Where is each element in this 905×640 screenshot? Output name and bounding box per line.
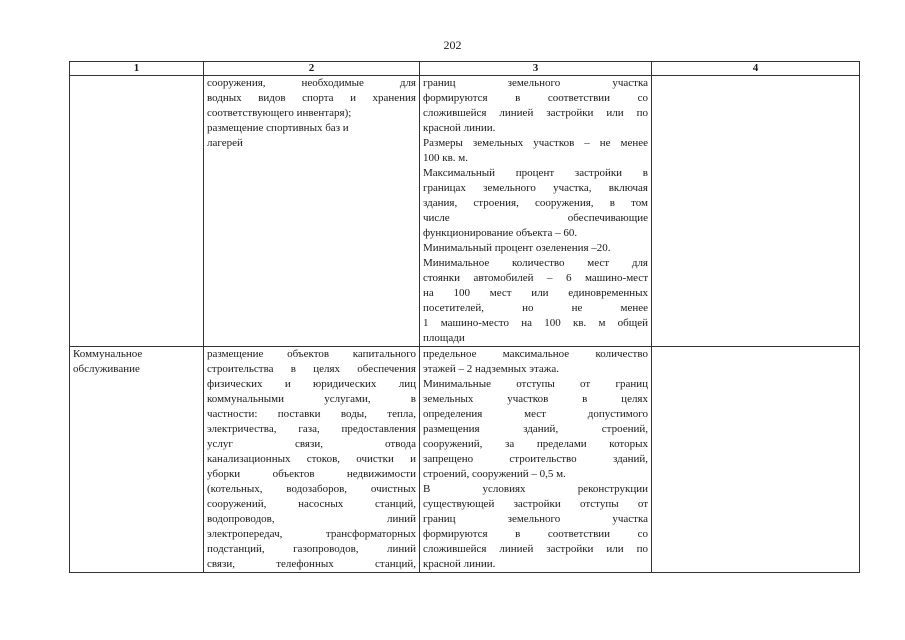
cell-text-line: электричества, газа, предоставления — [207, 423, 416, 435]
cell-text-line: водных видов спорта и хранения — [207, 92, 416, 104]
cell-text-line: Коммунальное — [73, 348, 143, 360]
cell-text-line: числе обеспечивающие — [423, 212, 648, 224]
cell-text-line: земельных участков в целях — [423, 393, 648, 405]
header-col-4: 4 — [652, 62, 860, 76]
cell-text-line: посетителей, но не менее — [423, 302, 648, 314]
cell-text-line: определения мест допустимого — [423, 408, 648, 420]
cell-text-line: электропередач, трансформаторных — [207, 528, 416, 540]
cell-text-line: этажей – 2 надземных этажа. — [423, 363, 560, 375]
cell-text-line: 1 машино-место на 100 кв. м общей — [423, 317, 648, 329]
cell-text-line: услуг связи, отвода — [207, 438, 416, 450]
cell-text-line: границах земельного участка, включая — [423, 182, 648, 194]
cell-parameters — [420, 347, 652, 573]
cell-text-line: запрещено строительство зданий, — [423, 453, 648, 465]
header-col-3: 3 — [420, 62, 652, 76]
cell-text-line: соответствующего инвентаря); — [207, 107, 352, 119]
cell-text-line: связи, телефонных станций, — [207, 558, 416, 570]
cell-text-line: обслуживание — [73, 363, 140, 375]
cell-text-line: Минимальное количество мест для — [423, 257, 648, 269]
table-row — [70, 347, 860, 573]
cell-text-line: В условиях реконструкции — [423, 483, 648, 495]
cell-text-line: сложившейся линией застройки или по — [423, 107, 648, 119]
cell-text-line: Минимальный процент озеленения –20. — [423, 242, 611, 254]
cell-text-line: сооружений, насосных станций, — [207, 498, 416, 510]
cell-text-line: водопроводов, линий — [207, 513, 416, 525]
cell-text-line: здания, строения, сооружения, в том — [423, 197, 648, 209]
cell-text-line: на 100 мест или единовременных — [423, 287, 648, 299]
cell-text-line: (котельных, водозаборов, очистных — [207, 483, 416, 495]
cell-use-type — [70, 347, 204, 573]
regulations-table — [69, 61, 860, 573]
cell-text-line: 100 кв. м. — [423, 152, 468, 164]
cell-use-description — [204, 76, 420, 347]
cell-use-description — [204, 347, 420, 573]
header-row — [70, 62, 860, 76]
cell-use-type — [70, 76, 204, 347]
cell-text-line: Размеры земельных участков – не менее — [423, 137, 648, 149]
cell-text-line: физических и юридических лиц — [207, 378, 416, 390]
cell-text-line: стоянки автомобилей – 6 машино-мест — [423, 272, 648, 284]
cell-text-line: красной линии. — [423, 558, 496, 570]
cell-text-line: сооружения, необходимые для — [207, 77, 416, 89]
cell-text-line: сложившейся линией застройки или по — [423, 543, 648, 555]
cell-text-line: красной линии. — [423, 122, 496, 134]
cell-text-line: коммунальными услугами, в — [207, 393, 416, 405]
cell-text-line: строительства в целях обеспечения — [207, 363, 416, 375]
cell-text-line: подстанций, газопроводов, линий — [207, 543, 416, 555]
cell-notes — [652, 347, 860, 573]
cell-parameters — [420, 76, 652, 347]
cell-text-line: существующей застройки отступы от — [423, 498, 648, 510]
cell-text-line: границ земельного участка — [423, 77, 648, 89]
cell-text-line: функционирование объекта – 60. — [423, 227, 578, 239]
header-col-2: 2 — [204, 62, 420, 76]
cell-text-line: канализационных стоков, очистки и — [207, 453, 416, 465]
cell-text-line: строений, сооружений – 0,5 м. — [423, 468, 566, 480]
cell-text-line: Максимальный процент застройки в — [423, 167, 648, 179]
cell-text-line: предельное максимальное количество — [423, 348, 648, 360]
page-number: 202 — [443, 38, 462, 52]
cell-notes — [652, 76, 860, 347]
header-col-1: 1 — [70, 62, 204, 76]
cell-text-line: уборки объектов недвижимости — [207, 468, 416, 480]
cell-text-line: формируются в соответствии со — [423, 528, 648, 540]
table-row — [70, 76, 860, 347]
cell-text-line: формируются в соответствии со — [423, 92, 648, 104]
cell-text-line: площади — [423, 332, 465, 344]
cell-text-line: лагерей — [207, 137, 243, 149]
cell-text-line: размещения зданий, строений, — [423, 423, 648, 435]
cell-text-line: сооружений, за пределами которых — [423, 438, 648, 450]
cell-text-line: размещение объектов капитального — [207, 348, 416, 360]
cell-text-line: размещение спортивных баз и — [207, 122, 349, 134]
cell-text-line: границ земельного участка — [423, 513, 648, 525]
cell-text-line: частности: поставки воды, тепла, — [207, 408, 416, 420]
cell-text-line: Минимальные отступы от границ — [423, 378, 648, 390]
